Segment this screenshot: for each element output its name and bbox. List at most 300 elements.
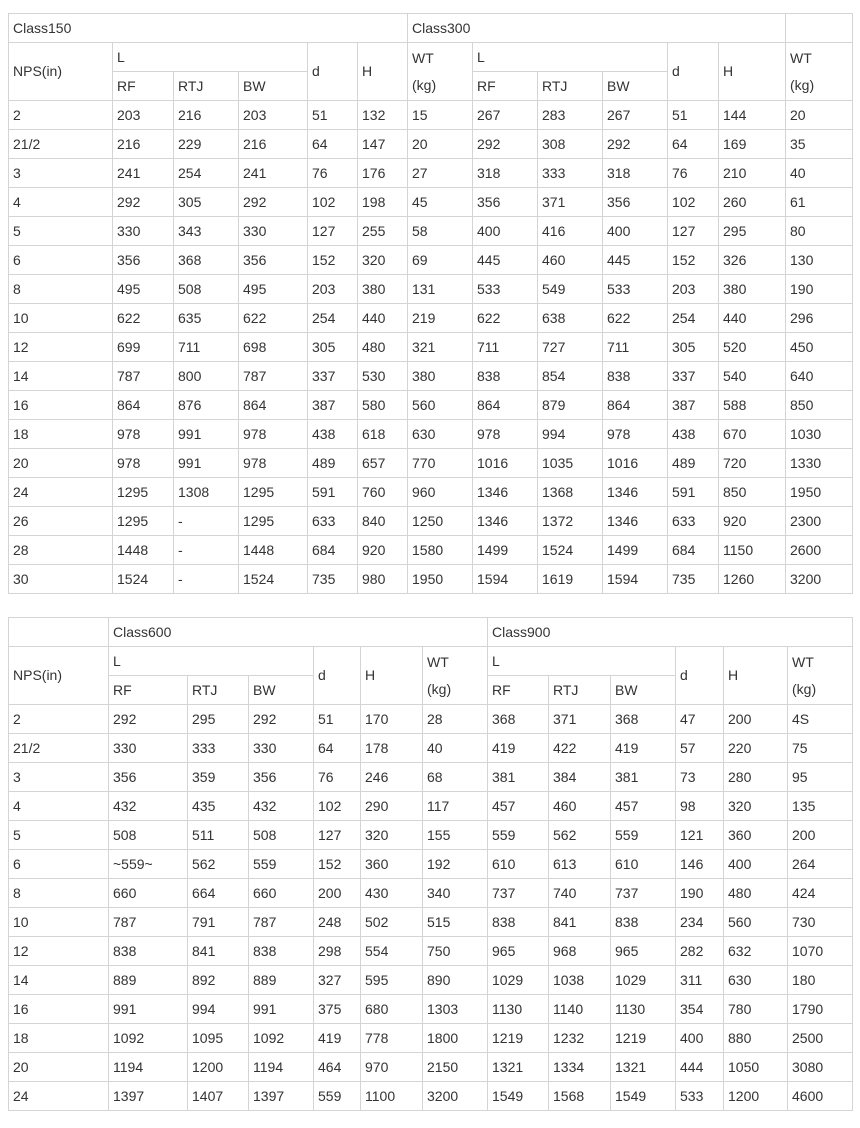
table-row bbox=[9, 995, 853, 1024]
table-row bbox=[9, 536, 853, 565]
value-cell: 326 bbox=[719, 246, 786, 275]
value-cell: 20 bbox=[408, 130, 473, 159]
value-cell: 343 bbox=[174, 217, 239, 246]
table-row bbox=[9, 507, 853, 536]
value-cell: 76 bbox=[668, 159, 719, 188]
value-cell: 511 bbox=[188, 821, 249, 850]
col-header-rf: RF bbox=[113, 72, 174, 101]
value-cell: 1140 bbox=[549, 995, 611, 1024]
value-cell: 135 bbox=[788, 792, 853, 821]
value-cell: 549 bbox=[538, 275, 603, 304]
value-cell: 40 bbox=[423, 734, 488, 763]
value-cell: 460 bbox=[538, 246, 603, 275]
value-cell: 203 bbox=[308, 275, 358, 304]
value-cell: 254 bbox=[668, 304, 719, 333]
value-cell: 1050 bbox=[724, 1053, 788, 1082]
value-cell: 387 bbox=[308, 391, 358, 420]
value-cell: 991 bbox=[174, 420, 239, 449]
value-cell: 330 bbox=[239, 217, 308, 246]
value-cell: 241 bbox=[239, 159, 308, 188]
value-cell: 147 bbox=[358, 130, 408, 159]
value-cell: 117 bbox=[423, 792, 488, 821]
value-cell: 735 bbox=[668, 565, 719, 594]
value-cell: 633 bbox=[308, 507, 358, 536]
value-cell: 1580 bbox=[408, 536, 473, 565]
col-header-d: d bbox=[668, 43, 719, 101]
value-cell: 559 bbox=[249, 850, 314, 879]
table-row bbox=[9, 1082, 853, 1111]
value-cell: 359 bbox=[188, 763, 249, 792]
value-cell: 760 bbox=[358, 478, 408, 507]
value-cell: 102 bbox=[314, 792, 361, 821]
value-cell: 219 bbox=[408, 304, 473, 333]
value-cell: 533 bbox=[603, 275, 668, 304]
value-cell: 838 bbox=[473, 362, 538, 391]
value-cell: 991 bbox=[174, 449, 239, 478]
table-row bbox=[9, 705, 853, 734]
value-cell: 384 bbox=[549, 763, 611, 792]
value-cell: 1448 bbox=[239, 536, 308, 565]
value-cell: 1194 bbox=[249, 1053, 314, 1082]
value-cell: 978 bbox=[473, 420, 538, 449]
value-cell: 2500 bbox=[788, 1024, 853, 1053]
value-cell: 864 bbox=[603, 391, 668, 420]
value-cell: 198 bbox=[358, 188, 408, 217]
col-header-d: d bbox=[676, 647, 724, 705]
value-cell: 610 bbox=[488, 850, 549, 879]
col-header-rf: RF bbox=[488, 676, 549, 705]
value-cell: 45 bbox=[408, 188, 473, 217]
row-label-nps: 2 bbox=[9, 101, 113, 130]
value-cell: 320 bbox=[358, 246, 408, 275]
value-cell: 1030 bbox=[786, 420, 853, 449]
value-cell: 711 bbox=[473, 333, 538, 362]
value-cell: 2150 bbox=[423, 1053, 488, 1082]
value-cell: 27 bbox=[408, 159, 473, 188]
value-cell: 1594 bbox=[473, 565, 538, 594]
value-cell: 248 bbox=[314, 908, 361, 937]
table-row bbox=[9, 966, 853, 995]
value-cell: 580 bbox=[358, 391, 408, 420]
value-cell: 35 bbox=[786, 130, 853, 159]
value-cell: 489 bbox=[668, 449, 719, 478]
row-label-nps: 10 bbox=[9, 304, 113, 333]
value-cell: 170 bbox=[361, 705, 423, 734]
value-cell: 445 bbox=[603, 246, 668, 275]
value-cell: 1448 bbox=[113, 536, 174, 565]
value-cell: 991 bbox=[109, 995, 188, 1024]
value-cell: 854 bbox=[538, 362, 603, 391]
value-cell: 320 bbox=[361, 821, 423, 850]
value-cell: 267 bbox=[603, 101, 668, 130]
value-cell: 533 bbox=[473, 275, 538, 304]
value-cell: 920 bbox=[719, 507, 786, 536]
col-header-rtj: RTJ bbox=[538, 72, 603, 101]
value-cell: 1334 bbox=[549, 1053, 611, 1082]
value-cell: 778 bbox=[361, 1024, 423, 1053]
value-cell: 368 bbox=[611, 705, 676, 734]
value-cell: 203 bbox=[113, 101, 174, 130]
value-cell: 618 bbox=[358, 420, 408, 449]
value-cell: 1219 bbox=[611, 1024, 676, 1053]
col-header-rf: RF bbox=[473, 72, 538, 101]
value-cell: 267 bbox=[473, 101, 538, 130]
value-cell: 311 bbox=[676, 966, 724, 995]
value-cell: 203 bbox=[239, 101, 308, 130]
table-row bbox=[9, 1053, 853, 1082]
value-cell: 1200 bbox=[188, 1053, 249, 1082]
value-cell: 308 bbox=[538, 130, 603, 159]
value-cell: 1250 bbox=[408, 507, 473, 536]
value-cell: 664 bbox=[188, 879, 249, 908]
value-cell: 480 bbox=[724, 879, 788, 908]
value-cell: 254 bbox=[174, 159, 239, 188]
value-cell: 740 bbox=[549, 879, 611, 908]
value-cell: 440 bbox=[358, 304, 408, 333]
value-cell: 1295 bbox=[239, 478, 308, 507]
table-row bbox=[9, 821, 853, 850]
value-cell: 318 bbox=[603, 159, 668, 188]
table-row bbox=[9, 101, 853, 130]
value-cell: 737 bbox=[611, 879, 676, 908]
table-row bbox=[9, 763, 853, 792]
value-cell: 1321 bbox=[611, 1053, 676, 1082]
value-cell: 791 bbox=[188, 908, 249, 937]
value-cell: 613 bbox=[549, 850, 611, 879]
value-cell: 292 bbox=[239, 188, 308, 217]
value-cell: 711 bbox=[174, 333, 239, 362]
table-row bbox=[9, 908, 853, 937]
row-label-nps: 16 bbox=[9, 995, 109, 1024]
table-row bbox=[9, 850, 853, 879]
value-cell: 838 bbox=[109, 937, 188, 966]
value-cell: 978 bbox=[113, 449, 174, 478]
row-label-nps: 20 bbox=[9, 1053, 109, 1082]
value-cell: 787 bbox=[239, 362, 308, 391]
value-cell: 1397 bbox=[109, 1082, 188, 1111]
value-cell: 430 bbox=[361, 879, 423, 908]
value-cell: 1372 bbox=[538, 507, 603, 536]
value-cell: 381 bbox=[611, 763, 676, 792]
value-cell: 380 bbox=[719, 275, 786, 304]
table-row bbox=[9, 792, 853, 821]
value-cell: 1092 bbox=[249, 1024, 314, 1053]
row-label-nps: 24 bbox=[9, 478, 113, 507]
value-cell: 327 bbox=[314, 966, 361, 995]
value-cell: 540 bbox=[719, 362, 786, 391]
value-cell: 295 bbox=[188, 705, 249, 734]
value-cell: 841 bbox=[188, 937, 249, 966]
value-cell: 1092 bbox=[109, 1024, 188, 1053]
value-cell: 978 bbox=[239, 449, 308, 478]
value-cell: 635 bbox=[174, 304, 239, 333]
value-cell: 489 bbox=[308, 449, 358, 478]
value-cell: 51 bbox=[314, 705, 361, 734]
value-cell: 960 bbox=[408, 478, 473, 507]
table-row bbox=[9, 159, 853, 188]
value-cell: 20 bbox=[786, 101, 853, 130]
flange-dimensions-table-class150-300 bbox=[8, 13, 853, 594]
value-cell: 146 bbox=[676, 850, 724, 879]
value-cell: 356 bbox=[473, 188, 538, 217]
value-cell: 1346 bbox=[473, 478, 538, 507]
value-cell: 356 bbox=[249, 763, 314, 792]
value-cell: 419 bbox=[488, 734, 549, 763]
col-header-rtj: RTJ bbox=[174, 72, 239, 101]
row-label-nps: 16 bbox=[9, 391, 113, 420]
value-cell: 387 bbox=[668, 391, 719, 420]
value-cell: 368 bbox=[488, 705, 549, 734]
value-cell: 1130 bbox=[611, 995, 676, 1024]
value-cell: 180 bbox=[788, 966, 853, 995]
col-header-nps: NPS(in) bbox=[9, 647, 109, 705]
value-cell: 562 bbox=[549, 821, 611, 850]
row-label-nps: 12 bbox=[9, 937, 109, 966]
value-cell: 292 bbox=[603, 130, 668, 159]
value-cell: 750 bbox=[423, 937, 488, 966]
table-row bbox=[9, 879, 853, 908]
value-cell: 1499 bbox=[473, 536, 538, 565]
value-cell: 75 bbox=[788, 734, 853, 763]
col-header-h: H bbox=[724, 647, 788, 705]
value-cell: 68 bbox=[423, 763, 488, 792]
row-label-nps: 14 bbox=[9, 966, 109, 995]
value-cell: 432 bbox=[109, 792, 188, 821]
value-cell: 1790 bbox=[788, 995, 853, 1024]
value-cell: 1524 bbox=[538, 536, 603, 565]
col-header-l: L bbox=[113, 43, 308, 72]
value-cell: 1950 bbox=[408, 565, 473, 594]
value-cell: 787 bbox=[249, 908, 314, 937]
value-cell: 234 bbox=[676, 908, 724, 937]
value-cell: 876 bbox=[174, 391, 239, 420]
value-cell: 51 bbox=[308, 101, 358, 130]
value-cell: 15 bbox=[408, 101, 473, 130]
value-cell: 80 bbox=[786, 217, 853, 246]
col-header-bw: BW bbox=[239, 72, 308, 101]
value-cell: 356 bbox=[603, 188, 668, 217]
row-label-nps: 8 bbox=[9, 879, 109, 908]
row-label-nps: 21/2 bbox=[9, 130, 113, 159]
row-label-nps: 18 bbox=[9, 1024, 109, 1053]
value-cell: 1016 bbox=[603, 449, 668, 478]
value-cell: 330 bbox=[113, 217, 174, 246]
value-cell: 400 bbox=[473, 217, 538, 246]
value-cell: 1016 bbox=[473, 449, 538, 478]
value-cell: 424 bbox=[788, 879, 853, 908]
value-cell: 255 bbox=[358, 217, 408, 246]
value-cell: 356 bbox=[239, 246, 308, 275]
value-cell: 419 bbox=[611, 734, 676, 763]
value-cell: 1549 bbox=[488, 1082, 549, 1111]
col-header-bw: BW bbox=[603, 72, 668, 101]
value-cell: 460 bbox=[549, 792, 611, 821]
table-row bbox=[9, 362, 853, 391]
row-label-nps: 3 bbox=[9, 763, 109, 792]
value-cell: 354 bbox=[676, 995, 724, 1024]
value-cell: 422 bbox=[549, 734, 611, 763]
value-cell: 610 bbox=[611, 850, 676, 879]
value-cell: 298 bbox=[314, 937, 361, 966]
col-header-bw: BW bbox=[249, 676, 314, 705]
row-label-nps: 6 bbox=[9, 850, 109, 879]
value-cell: 371 bbox=[538, 188, 603, 217]
value-cell: 64 bbox=[314, 734, 361, 763]
value-cell: 838 bbox=[603, 362, 668, 391]
title-spacer bbox=[786, 14, 853, 43]
value-cell: 670 bbox=[719, 420, 786, 449]
value-cell: 495 bbox=[113, 275, 174, 304]
value-cell: 980 bbox=[358, 565, 408, 594]
col-header-rtj: RTJ bbox=[549, 676, 611, 705]
value-cell: 1303 bbox=[423, 995, 488, 1024]
value-cell: 337 bbox=[308, 362, 358, 391]
value-cell: 1100 bbox=[361, 1082, 423, 1111]
row-label-nps: 3 bbox=[9, 159, 113, 188]
value-cell: 850 bbox=[719, 478, 786, 507]
value-cell: 241 bbox=[113, 159, 174, 188]
value-cell: 864 bbox=[113, 391, 174, 420]
value-cell: 560 bbox=[408, 391, 473, 420]
value-cell: 657 bbox=[358, 449, 408, 478]
value-cell: 591 bbox=[308, 478, 358, 507]
table-row bbox=[9, 304, 853, 333]
col-header-wt: WT (kg) bbox=[423, 647, 488, 705]
value-cell: 318 bbox=[473, 159, 538, 188]
row-label-nps: 2 bbox=[9, 705, 109, 734]
value-cell: 622 bbox=[473, 304, 538, 333]
value-cell: 3080 bbox=[788, 1053, 853, 1082]
value-cell: 333 bbox=[538, 159, 603, 188]
value-cell: 190 bbox=[676, 879, 724, 908]
table-row bbox=[9, 391, 853, 420]
value-cell: 1130 bbox=[488, 995, 549, 1024]
value-cell: 1499 bbox=[603, 536, 668, 565]
value-cell: 121 bbox=[676, 821, 724, 850]
value-cell: 360 bbox=[724, 821, 788, 850]
value-cell: 1232 bbox=[549, 1024, 611, 1053]
value-cell: 727 bbox=[538, 333, 603, 362]
value-cell: 152 bbox=[308, 246, 358, 275]
value-cell: 438 bbox=[668, 420, 719, 449]
value-cell: 457 bbox=[611, 792, 676, 821]
value-cell: 1038 bbox=[549, 966, 611, 995]
value-cell: 711 bbox=[603, 333, 668, 362]
value-cell: 588 bbox=[719, 391, 786, 420]
value-cell: 2300 bbox=[786, 507, 853, 536]
value-cell: 432 bbox=[249, 792, 314, 821]
value-cell: 502 bbox=[361, 908, 423, 937]
value-cell: 283 bbox=[538, 101, 603, 130]
value-cell: - bbox=[174, 565, 239, 594]
value-cell: 380 bbox=[408, 362, 473, 391]
value-cell: 735 bbox=[308, 565, 358, 594]
value-cell: 1308 bbox=[174, 478, 239, 507]
row-label-nps: 24 bbox=[9, 1082, 109, 1111]
value-cell: 102 bbox=[308, 188, 358, 217]
value-cell: 638 bbox=[538, 304, 603, 333]
table-body bbox=[9, 14, 853, 594]
value-cell: 994 bbox=[538, 420, 603, 449]
value-cell: 127 bbox=[668, 217, 719, 246]
class-title: Class900 bbox=[488, 618, 853, 647]
value-cell: 864 bbox=[473, 391, 538, 420]
value-cell: 69 bbox=[408, 246, 473, 275]
col-header-d: d bbox=[314, 647, 361, 705]
value-cell: 1594 bbox=[603, 565, 668, 594]
col-header-h: H bbox=[719, 43, 786, 101]
value-cell: 991 bbox=[249, 995, 314, 1024]
value-cell: 292 bbox=[249, 705, 314, 734]
value-cell: 1346 bbox=[473, 507, 538, 536]
value-cell: 435 bbox=[188, 792, 249, 821]
value-cell: 132 bbox=[358, 101, 408, 130]
value-cell: 591 bbox=[668, 478, 719, 507]
value-cell: 559 bbox=[488, 821, 549, 850]
value-cell: 131 bbox=[408, 275, 473, 304]
value-cell: 360 bbox=[361, 850, 423, 879]
value-cell: 630 bbox=[724, 966, 788, 995]
value-cell: 76 bbox=[314, 763, 361, 792]
value-cell: 965 bbox=[488, 937, 549, 966]
value-cell: 889 bbox=[249, 966, 314, 995]
value-cell: 838 bbox=[488, 908, 549, 937]
value-cell: 400 bbox=[603, 217, 668, 246]
value-cell: 1035 bbox=[538, 449, 603, 478]
table-row bbox=[9, 246, 853, 275]
value-cell: 1619 bbox=[538, 565, 603, 594]
value-cell: 210 bbox=[719, 159, 786, 188]
value-cell: 530 bbox=[358, 362, 408, 391]
value-cell: 76 bbox=[308, 159, 358, 188]
row-label-nps: 14 bbox=[9, 362, 113, 391]
value-cell: 152 bbox=[314, 850, 361, 879]
value-cell: 254 bbox=[308, 304, 358, 333]
value-cell: 1321 bbox=[488, 1053, 549, 1082]
col-header-d: d bbox=[308, 43, 358, 101]
value-cell: 533 bbox=[676, 1082, 724, 1111]
row-label-nps: 5 bbox=[9, 217, 113, 246]
title-spacer bbox=[9, 618, 109, 647]
value-cell: 698 bbox=[239, 333, 308, 362]
value-cell: 220 bbox=[724, 734, 788, 763]
value-cell: 978 bbox=[113, 420, 174, 449]
value-cell: 684 bbox=[668, 536, 719, 565]
value-cell: 841 bbox=[549, 908, 611, 937]
value-cell: 890 bbox=[423, 966, 488, 995]
value-cell: 40 bbox=[786, 159, 853, 188]
value-cell: 190 bbox=[786, 275, 853, 304]
col-header-l: L bbox=[488, 647, 676, 676]
value-cell: 1070 bbox=[788, 937, 853, 966]
value-cell: 216 bbox=[239, 130, 308, 159]
row-label-nps: 5 bbox=[9, 821, 109, 850]
value-cell: 480 bbox=[358, 333, 408, 362]
value-cell: 838 bbox=[249, 937, 314, 966]
value-cell: 633 bbox=[668, 507, 719, 536]
value-cell: 660 bbox=[249, 879, 314, 908]
col-header-rf: RF bbox=[109, 676, 188, 705]
value-cell: 73 bbox=[676, 763, 724, 792]
value-cell: 320 bbox=[724, 792, 788, 821]
flange-dimensions-table-class600-900 bbox=[8, 617, 853, 1111]
table-body bbox=[9, 618, 853, 1111]
value-cell: 333 bbox=[188, 734, 249, 763]
value-cell: 102 bbox=[668, 188, 719, 217]
value-cell: 840 bbox=[358, 507, 408, 536]
value-cell: 375 bbox=[314, 995, 361, 1024]
value-cell: 1330 bbox=[786, 449, 853, 478]
